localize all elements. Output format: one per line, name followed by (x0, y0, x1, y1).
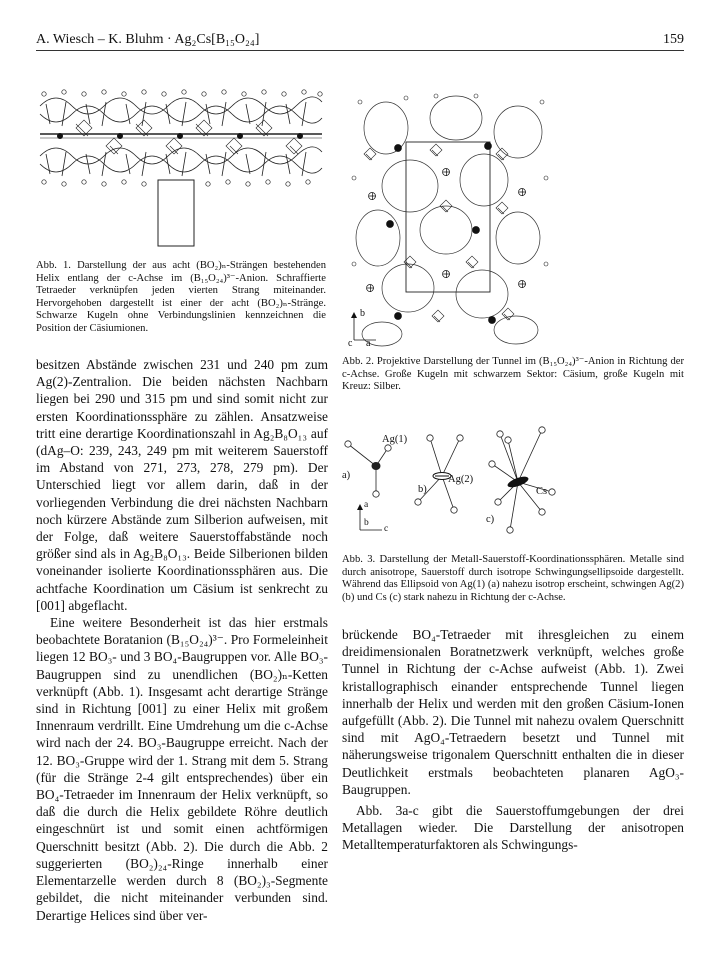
figure-3-label-c: c) (486, 514, 495, 525)
figure-3-caption: Abb. 3. Darstellung der Metall-Sauerstoff-Koordinationssphären. Metalle sind durch anisotrope, Sauerstoff durch isotrope Schwingungsellipsoide dargestellt. Während das Ellipsoid von Ag(1) (a) nahezu isotrop erscheint, schwingen Ag(2) (b) und Cs (c) stark nahezu in Richtung der c-Achse. (342, 554, 684, 603)
figure-3-atom-ag2: Ag(2) (448, 474, 474, 485)
figure-3-atom-ag1: Ag(1) (382, 434, 408, 445)
figure-1-helix (36, 84, 326, 252)
figure-1-drawing (36, 84, 326, 252)
figure-2-axis-b: b (360, 308, 365, 319)
figure-2-tunnels (346, 88, 556, 350)
running-header (36, 28, 684, 51)
figure-1-caption: Abb. 1. Darstellung der aus acht (BO₂)ₙ-Strängen bestehenden Helix entlang der c-Achse im (B₁₅O₂₄)³⁻-Anion. Schraffierte Tetraeder verknüpfen jeden vierten Strang miteinander. Hervorgehoben dargestellt ist einer der acht (BO₂)ₙ-Stränge. Schwarze Kugeln ohne Verbindungslinien kennzeichnen die Position der Cäsiumionen. (36, 260, 326, 334)
figure-3-atom-cs: Cs (536, 486, 548, 497)
figure-2-axis-a: a (366, 338, 371, 349)
figure-2-caption: Abb. 2. Projektive Darstellung der Tunnel im (B₁₅O₂₄)³⁻-Anion in Richtung der c-Achse. Große Kugeln mit schwarzem Sektor: Cäsium, große Kugeln mit Kreuz: Silber. (342, 356, 684, 393)
paragraph: brückende BO₄-Tetraeder mit ihresgleichen zu einem dreidimensionalen Boratnetzwerk verknüpft, welches große Tunnel in Richtung der c-Achse aufweist (Abb. 1). Zwei kristallographisch einander entsprechende Tunnel liegen innerhalb der Helix und werden mit den großen Cäsium-Ionen aufgefüllt (Abb. 2). Die Tunnel mit nahezu ovalem Querschnitt sind mit AgO₄-Tetraedern besetzt und Tunnel mit näherungsweise trigonalem Querschnitt enthalten die in dieser Deutlichkeit erstmals beobachteten planaren AgO₃-Baugruppen. (342, 627, 684, 797)
running-header-authors: A. Wiesch – K. Bluhm · Ag₂Cs[B₁₅O₂₄] (36, 32, 260, 47)
page-number: 159 (663, 32, 684, 47)
figure-3-axis-b: b (364, 518, 369, 528)
figure-2-axis-c: c (348, 338, 353, 349)
figure-3-axis-c: c (384, 524, 389, 534)
figure-2-drawing (346, 88, 556, 350)
figure-3-label-a: a) (342, 470, 351, 481)
paragraph: Abb. 3a-c gibt die Sauerstoffumgebungen der drei Metallagen wieder. Die Darstellung der anisotropen Metalltemperaturfaktoren als Schwingungs- (342, 803, 684, 853)
paragraph: besitzen Abstände zwischen 231 und 240 pm zum Ag(2)-Zentralion. Die beiden nächsten Nachbarn liegen bei 290 und 315 pm und sind somit nicht zur ersten Koordinationssphäre zu zählen. Ansatzweise tritt eine derartige Koordinationszahl in Ag₂B₈O₁₃ auf (dAg–O: 239, 243, 249 pm mit weiterem Sauerstoff im Abstand von 271, 273, 278, 279 pm). Der Unterschied liegt vor allem darin, daß in der vorliegenden Verbindung die drei nächsten Nachbarn noch kürzere Abstände zum Silberion aufweisen, mit der Folge, daß weitere Sauerstoffabstände noch größer sind als in Ag₂B₈O₁₃. Beide Silberionen bilden voneinander isolierte Koordinationssphären aus. Die achtfache Koordination um Cäsium ist senkrecht zu [001] abgeflacht. (36, 357, 328, 613)
figure-3-axis-a: a (364, 500, 369, 510)
paragraph: Eine weitere Besonderheit ist das hier erstmals beobachtete Boratanion (B₁₅O₂₄)³⁻. Pro Formeleinheit liegen 12 BO₃- und 3 BO₄-Baugruppen vor. Alle BO₃-Baugruppen sind zu unendlichen (BO₂)ₙ-Ketten verknüpft (Abb. 1). Insgesamt acht derartige Stränge sind in Richtung [001] zu einer Helix mit großem Innenraum verdrillt. Eine Umdrehung um die c-Achse wird nach der 24. BO₃-Baugruppe erreicht. Nach der 12. BO₃-Gruppe wird der 1. Strang mit dem 5. Strang (für die Stränge 2-4 gilt entsprechendes) über ein BO₄-Tetraeder im Innenraum der Helix verknüpft, so daß die durch die Helix gebildete Röhre deutlich eingeschnürt ist und somit einen achtförmigen Querschnitt besitzt (Abb. 2). Die durch die Abb. 2 suggerierten (BO₂)₂₄-Ringe innerhalb einer Elementarzelle werden durch 8 (BO₂)₃-Segmente gebildet, die nicht miteinander verbunden sind. Derartige Helices sind über ver- (36, 615, 328, 923)
figure-3-label-b: b) (418, 484, 427, 495)
right-column-text (342, 626, 684, 854)
left-column-text (36, 356, 328, 924)
figure-3-coordination (342, 420, 642, 550)
